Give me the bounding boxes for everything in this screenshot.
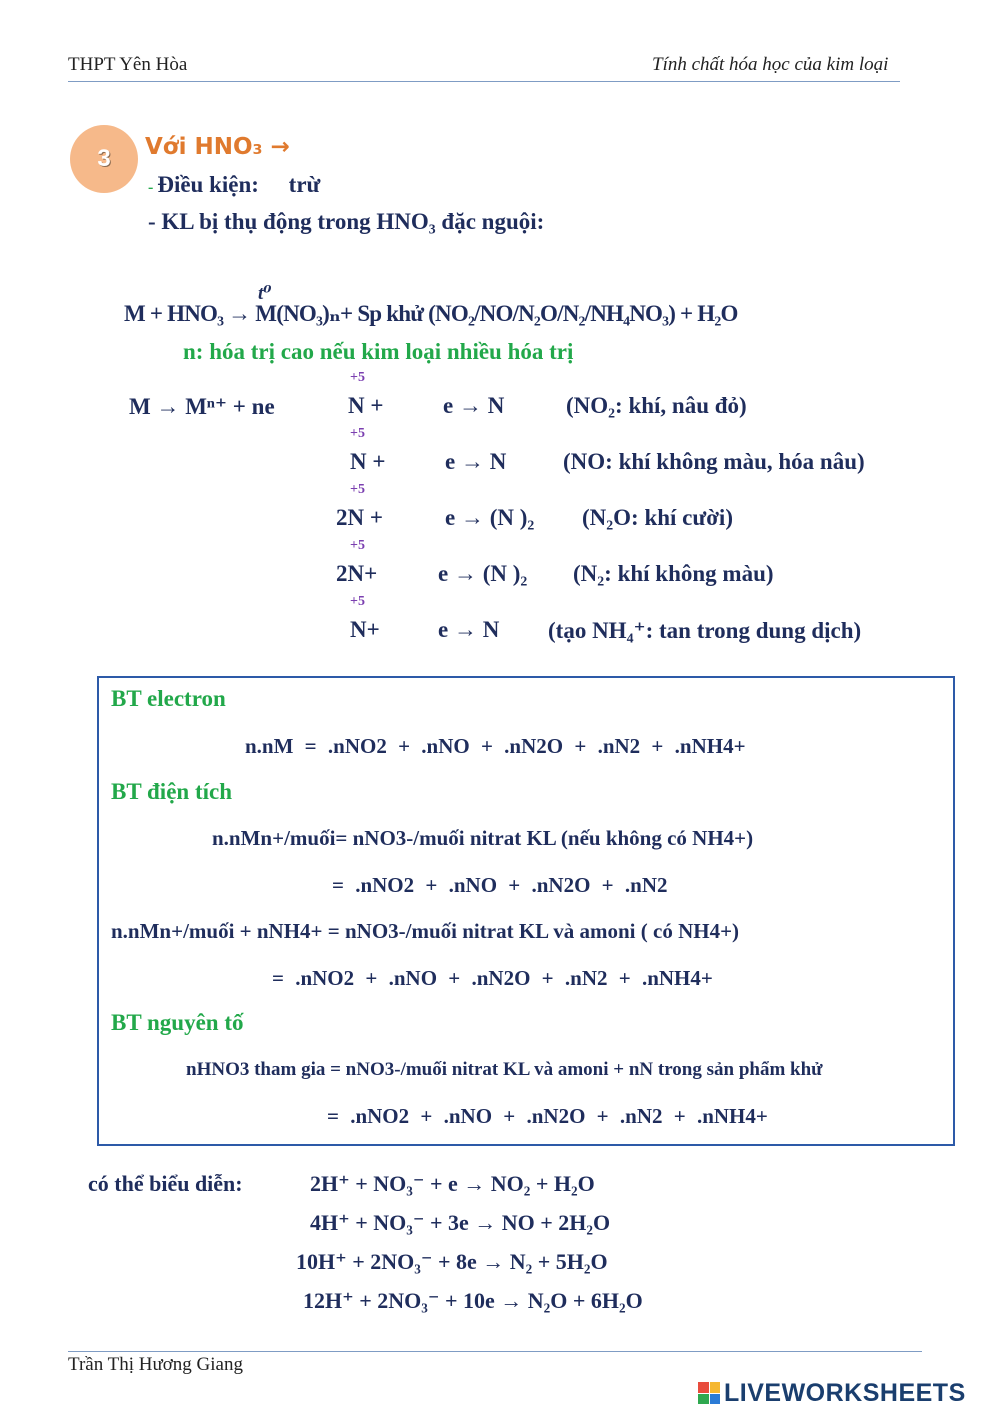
liveworksheets-mark-icon [698, 1382, 720, 1404]
ox-state-3: +5 [350, 482, 365, 497]
bt-charge-eq2: = .nNO2 + .nNO + .nN2O + .nN2 [332, 873, 668, 897]
reduction-5-left: N+ [350, 617, 380, 642]
ox-state-5: +5 [350, 594, 365, 609]
ionic-label: có thể biểu diễn: [88, 1171, 243, 1196]
bt-charge-eq1: n.nMn+/muối= nNO3-/muối nitrat KL (nếu không có NH4+) [212, 826, 754, 850]
header-right: Tính chất hóa học của kim loại [652, 54, 889, 75]
reduction-1-right: e → N [443, 393, 505, 418]
condition-dash: - [148, 179, 158, 196]
liveworksheets-text: LIVEWORKSHEETS [724, 1378, 966, 1407]
bt-element-eq1: nHNO3 tham gia = nNO3-/muối nitrat KL và amoni + nN trong sản phẩm khử [186, 1059, 823, 1080]
bt-electron-equation: n.nM = .nNO2 + .nNO + .nN2O + .nN2 + .nNH4+ [245, 734, 746, 758]
reduction-2-note: (NO: khí không màu, hóa nâu) [563, 449, 865, 474]
bt-electron-title: BT electron [111, 686, 226, 711]
valence-note: n: hóa trị cao nếu kim loại nhiều hóa trị [183, 339, 574, 364]
reduction-4-note: (N₂: khí không màu) [573, 561, 774, 586]
reduction-3-right: e → (N )₂ [445, 505, 535, 530]
bt-element-title: BT nguyên tố [111, 1010, 244, 1035]
reduction-3-left: 2N + [336, 505, 383, 530]
reduction-2-right: e → N [445, 449, 507, 474]
reduction-4-left: 2N+ [336, 561, 378, 586]
ox-state-4: +5 [350, 538, 365, 553]
ox-state-1: +5 [350, 370, 365, 385]
reduction-5-right: e → N [438, 617, 500, 642]
ionic-eq-3: 10H⁺ + 2NO₃⁻ + 8e → N₂ + 5H₂O [296, 1249, 608, 1274]
section-title: Với HNO₃ → [145, 134, 290, 160]
ionic-eq-2: 4H⁺ + NO₃⁻ + 3e → NO + 2H₂O [310, 1210, 611, 1235]
reduction-1-note: (NO₂: khí, nâu đỏ) [566, 393, 747, 418]
section-number: 3 [97, 145, 111, 172]
ionic-eq-1: 2H⁺ + NO₃⁻ + e → NO₂ + H₂O [310, 1171, 595, 1196]
reduction-5-note: (tạo NH₄⁺: tan trong dung dịch) [548, 618, 862, 643]
ionic-eq-4: 12H⁺ + 2NO₃⁻ + 10e → N₂O + 6H₂O [303, 1288, 643, 1313]
reduction-4-right: e → (N )₂ [438, 561, 528, 586]
header-left: THPT Yên Hòa [68, 54, 188, 75]
bt-charge-eq3: n.nMn+/muối + nNH4+ = nNO3-/muối nitrat KL và amoni ( có NH4+) [111, 919, 740, 943]
temperature-label: t⁰ [258, 283, 272, 304]
ox-state-2: +5 [350, 426, 365, 441]
condition-value: trừ [288, 172, 321, 197]
liveworksheets-logo [698, 1378, 966, 1408]
footer-rule [68, 1351, 922, 1352]
passive-line: - KL bị thụ động trong HNO₃ đặc nguội: [148, 209, 545, 234]
header-rule [68, 81, 900, 82]
bt-element-eq2: = .nNO2 + .nNO + .nN2O + .nN2 + .nNH4+ [327, 1104, 768, 1128]
reduction-2-left: N + [350, 449, 386, 474]
bt-charge-title: BT điện tích [111, 779, 232, 804]
oxidation-half: M → Mⁿ⁺ + ne [129, 394, 275, 419]
footer-author: Trần Thị Hương Giang [68, 1354, 243, 1375]
bt-charge-eq4: = .nNO2 + .nNO + .nN2O + .nN2 + .nNH4+ [272, 966, 713, 990]
section-number-badge [70, 125, 138, 193]
condition-line [148, 172, 320, 198]
reduction-3-note: (N₂O: khí cười) [582, 505, 733, 530]
general-equation: M + HNO₃ → M(NO₃)ₙ+ Sp khử (NO₂/NO/N₂O/N₂/NH₄NO₃) + H₂O [124, 301, 738, 326]
condition-label: Điều kiện: [157, 172, 259, 197]
reduction-1-left: N + [348, 393, 384, 418]
